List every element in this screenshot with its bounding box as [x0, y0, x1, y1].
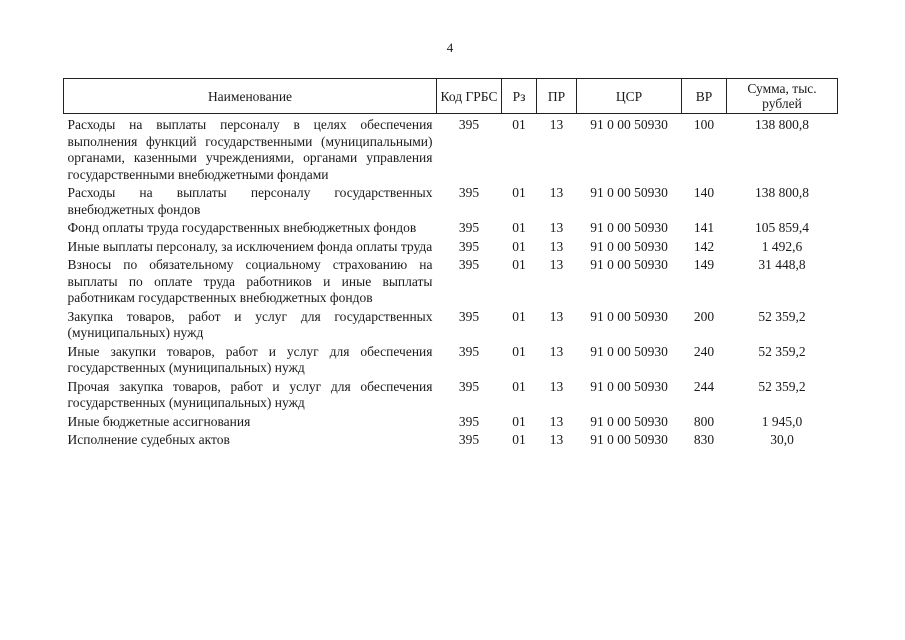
row-vr: 244	[693, 378, 715, 394]
row-name: Расходы на выплаты персоналу государственных внебюджетных фондов	[67, 185, 433, 217]
row-pr: 13	[549, 117, 564, 132]
budget-table	[63, 78, 838, 450]
table-row	[64, 378, 838, 413]
row-grbs: 395	[458, 185, 480, 200]
row-pr: 13	[549, 378, 564, 394]
row-csr: 91 0 00 50930	[590, 343, 668, 359]
row-csr: 91 0 00 50930	[590, 257, 668, 272]
row-rz: 01	[512, 343, 526, 359]
header-vr: ВР	[682, 79, 727, 114]
row-vr: 240	[693, 343, 715, 359]
row-csr: 91 0 00 50930	[590, 432, 668, 447]
row-csr: 91 0 00 50930	[590, 117, 668, 132]
row-vr: 830	[693, 432, 715, 447]
table-row	[64, 308, 838, 343]
row-name: Иные бюджетные ассигнования	[67, 413, 251, 429]
row-sum: 52 359,2	[758, 308, 806, 324]
row-rz: 01	[512, 308, 526, 324]
row-rz: 01	[512, 185, 526, 200]
header-pr: ПР	[537, 79, 577, 114]
row-csr: 91 0 00 50930	[590, 413, 668, 429]
row-rz: 01	[512, 413, 526, 429]
row-name: Иные закупки товаров, работ и услуг для обеспечения государственных (муниципальных) нужд	[67, 343, 433, 375]
table-row	[64, 431, 838, 450]
header-csr: ЦСР	[577, 79, 682, 114]
row-grbs: 395	[458, 432, 480, 447]
row-csr: 91 0 00 50930	[590, 238, 668, 254]
row-sum: 1 492,6	[761, 238, 803, 254]
row-csr: 91 0 00 50930	[590, 378, 668, 394]
row-vr: 140	[693, 185, 715, 200]
row-pr: 13	[549, 257, 564, 272]
row-vr: 100	[693, 117, 715, 132]
row-sum: 138 800,8	[755, 185, 809, 200]
row-pr: 13	[549, 185, 564, 200]
row-rz: 01	[512, 257, 526, 272]
header-name: Наименование	[64, 79, 437, 114]
row-name: Иные выплаты персоналу, за исключением фонда оплаты труда	[67, 238, 433, 254]
row-pr: 13	[549, 343, 564, 359]
row-rz: 01	[512, 432, 526, 447]
row-grbs: 395	[458, 117, 480, 132]
row-sum: 52 359,2	[758, 343, 806, 359]
row-grbs: 395	[458, 343, 480, 359]
row-grbs: 395	[458, 378, 480, 394]
table-row	[64, 256, 838, 308]
row-pr: 13	[549, 432, 564, 447]
row-grbs: 395	[458, 238, 480, 254]
row-vr: 200	[693, 308, 715, 324]
row-csr: 91 0 00 50930	[590, 185, 668, 200]
header-grbs: Код ГРБС	[437, 79, 502, 114]
row-sum: 31 448,8	[758, 257, 806, 272]
table-header-row	[64, 79, 838, 114]
row-csr: 91 0 00 50930	[590, 308, 668, 324]
row-rz: 01	[512, 220, 526, 235]
row-rz: 01	[512, 117, 526, 132]
row-pr: 13	[549, 220, 564, 235]
row-vr: 141	[693, 220, 715, 235]
row-grbs: 395	[458, 413, 480, 429]
row-vr: 142	[693, 238, 715, 254]
row-grbs: 395	[458, 308, 480, 324]
row-sum: 105 859,4	[755, 220, 809, 235]
row-sum: 138 800,8	[755, 117, 809, 132]
table-row	[64, 219, 838, 238]
row-csr: 91 0 00 50930	[590, 220, 668, 235]
row-vr: 800	[693, 413, 715, 429]
row-name: Исполнение судебных актов	[67, 432, 230, 447]
row-rz: 01	[512, 238, 526, 254]
table-row	[64, 413, 838, 432]
table-row	[64, 114, 838, 185]
header-rz: Рз	[502, 79, 537, 114]
row-sum: 30,0	[770, 432, 794, 447]
row-rz: 01	[512, 378, 526, 394]
header-sum: Сумма, тыс. рублей	[727, 79, 838, 114]
table-row	[64, 184, 838, 219]
row-name: Фонд оплаты труда государственных внебюджетных фондов	[67, 220, 417, 235]
row-vr: 149	[693, 257, 715, 272]
row-name: Закупка товаров, работ и услуг для государственных (муниципальных) нужд	[67, 308, 433, 340]
row-pr: 13	[549, 413, 564, 429]
row-name: Расходы на выплаты персоналу в целях обеспечения выполнения функций государственными (муниципальными) органами, казенными учреждениями, органами управления государственными внебюджетными фондами	[67, 117, 433, 182]
row-name: Прочая закупка товаров, работ и услуг для обеспечения государственных (муниципальных) нужд	[67, 378, 433, 410]
row-pr: 13	[549, 238, 564, 254]
table-row	[64, 343, 838, 378]
row-sum: 52 359,2	[758, 378, 806, 394]
row-name: Взносы по обязательному социальному страхованию на выплаты по оплате труда работников и иные выплаты работникам государственных внебюджетных фондов	[67, 257, 433, 305]
page-number: 4	[446, 40, 454, 55]
row-grbs: 395	[458, 220, 480, 235]
row-grbs: 395	[458, 257, 480, 272]
row-pr: 13	[549, 308, 564, 324]
table-row	[64, 238, 838, 257]
row-sum: 1 945,0	[761, 413, 803, 429]
